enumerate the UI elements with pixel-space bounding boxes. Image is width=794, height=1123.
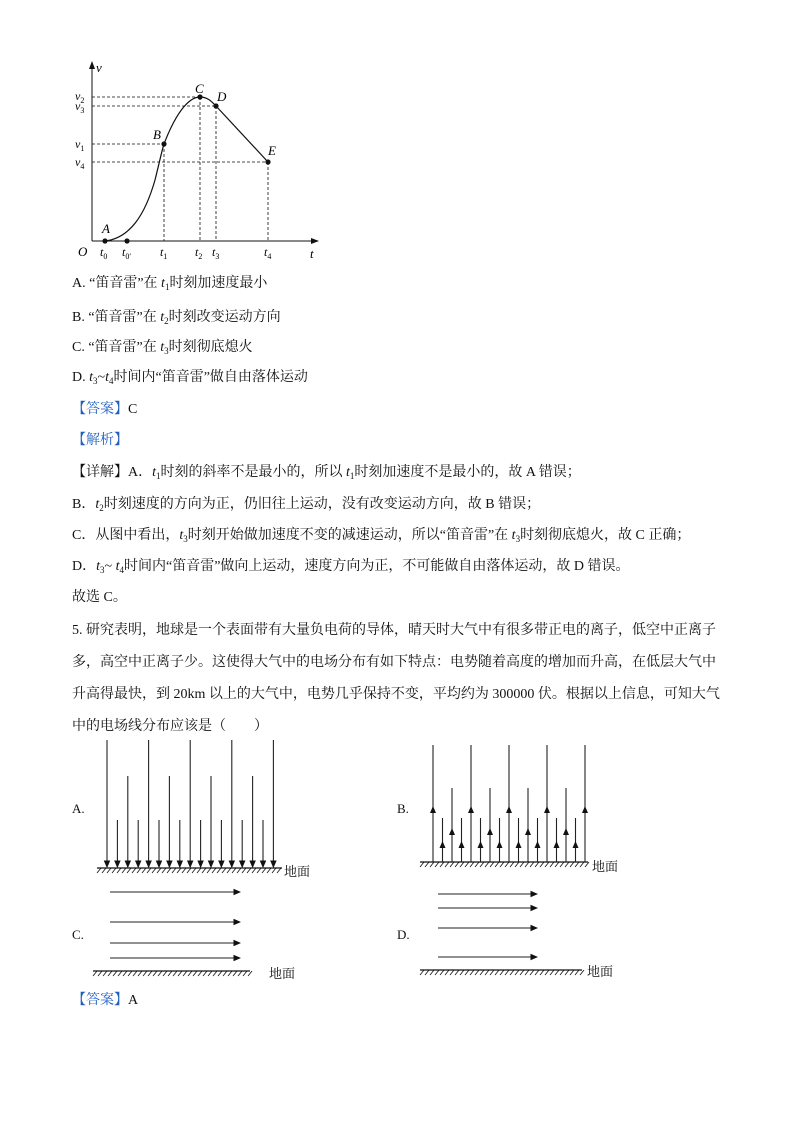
text-line [72, 686, 720, 704]
ground-hatch [540, 862, 544, 867]
variable: t [95, 497, 100, 512]
text: 时刻速度的方向为正，仍旧往上运动，没有改变运动方向，故 B 错误； [103, 497, 541, 512]
ground-hatch [515, 970, 519, 975]
ground-hatch [267, 868, 271, 873]
ground-hatch [207, 868, 211, 873]
axis-label: O [78, 244, 88, 259]
math-variable [116, 559, 124, 574]
ground-hatch [168, 971, 172, 976]
arrow-up-icon [525, 828, 531, 835]
ground-hatch [490, 970, 494, 975]
variable: t [89, 370, 94, 385]
variable: v [75, 155, 81, 169]
ground-hatch [203, 971, 207, 976]
text-line [72, 589, 127, 607]
arrow-up-icon [459, 841, 465, 848]
subscript: 4 [119, 565, 124, 575]
ground-hatch [575, 970, 579, 975]
text-line [72, 432, 128, 450]
variable: v [75, 99, 81, 113]
arrow-up-icon [487, 828, 493, 835]
text: 【详解】A． [72, 465, 153, 480]
ground-hatch [570, 970, 574, 975]
ground-hatch [500, 970, 504, 975]
variable: t [115, 559, 120, 574]
ground-hatch [540, 970, 544, 975]
subscript: 1 [349, 471, 355, 481]
arrow-up-icon [535, 841, 541, 848]
ground-hatch [93, 971, 97, 976]
ground-hatch [480, 970, 484, 975]
text: 多，高空中正离子少。这使得大气中的电场分布有如下特点：电势随着高度的增加而升高，在低层大气中 [72, 655, 716, 670]
v-tick-label [75, 155, 84, 171]
ground-hatch [162, 868, 166, 873]
text: 时刻彻底熄火，故 C 正确； [520, 528, 691, 543]
text: 中的电场线分布应该是（ ） [72, 719, 268, 734]
ground-label-a: 地面 [284, 864, 311, 879]
ground-hatch [177, 868, 181, 873]
ground-hatch [148, 971, 152, 976]
arrow-up-icon [478, 841, 484, 848]
ground-hatch [112, 868, 116, 873]
ground-hatch [228, 971, 232, 976]
ground-hatch [470, 970, 474, 975]
ground-hatch [123, 971, 127, 976]
text-line [72, 654, 716, 672]
subscript: 1 [80, 144, 85, 153]
ground-hatch [152, 868, 156, 873]
point-label: E [268, 143, 276, 158]
subscript: 4 [108, 376, 114, 386]
ground-hatch [138, 971, 142, 976]
math-variable [179, 528, 187, 543]
math-variable [160, 340, 168, 355]
arrow-up-icon [563, 828, 569, 835]
ground-hatch [530, 970, 534, 975]
ground-hatch [480, 862, 484, 867]
math-variable [96, 559, 104, 574]
ground-hatch [182, 868, 186, 873]
t-tick-label [212, 245, 219, 261]
variable: t [264, 245, 268, 259]
ground-hatch [435, 862, 439, 867]
ground-hatch [157, 868, 161, 873]
data-point [124, 238, 129, 243]
arrow-up-icon [516, 841, 522, 848]
t-tick-label [160, 245, 167, 261]
math-variable [95, 497, 103, 512]
ground-label-b: 地面 [592, 859, 619, 874]
t-tick-label [264, 245, 271, 261]
ground-hatch [430, 862, 434, 867]
ground-hatch [192, 868, 196, 873]
ground-hatch [570, 862, 574, 867]
ground-hatch [430, 970, 434, 975]
text: B. “笛音雷”在 [72, 310, 161, 325]
ground-hatch [97, 868, 101, 873]
ground-hatch [520, 862, 524, 867]
ground-hatch [560, 862, 564, 867]
text: D． [72, 559, 97, 574]
variable: t [96, 559, 101, 574]
ground-hatch [187, 868, 191, 873]
ground-label-d: 地面 [587, 964, 614, 979]
text: 故选 C。 [72, 590, 127, 605]
ground-hatch [495, 970, 499, 975]
text-line [72, 369, 308, 390]
subscript: 3 [93, 376, 98, 386]
ground-hatch [520, 970, 524, 975]
ground-hatch [158, 971, 162, 976]
text: C．从图中看出， [72, 528, 180, 543]
ground-hatch [500, 862, 504, 867]
variable: t [511, 528, 516, 543]
ground-hatch [132, 868, 136, 873]
ground-hatch [183, 971, 187, 976]
ground-hatch [227, 868, 231, 873]
variable: t [160, 340, 165, 355]
ground-hatch [455, 862, 459, 867]
variable: t [122, 245, 126, 259]
ground-hatch [465, 862, 469, 867]
ground-hatch [510, 970, 514, 975]
ground-hatch [555, 970, 559, 975]
text: 时刻加速度不是最小的，故 A 错误； [354, 465, 581, 480]
ground-hatch [585, 862, 589, 867]
text: 时间内“笛音雷”做向上运动，速度方向为正，不可能做自由落体运动，故 D 错误。 [123, 559, 630, 574]
ground-hatch [495, 862, 499, 867]
text: B． [72, 497, 96, 512]
subscript: 1 [163, 252, 168, 261]
ground-hatch [525, 970, 529, 975]
ground-hatch [445, 970, 449, 975]
ground-hatch [213, 971, 217, 976]
text-line [72, 527, 690, 548]
point-label: B [153, 127, 161, 142]
option-d-label: D. [397, 927, 410, 942]
subscript: 2 [164, 316, 169, 326]
subscript: 3 [215, 252, 220, 261]
ground-hatch [103, 971, 107, 976]
ground-hatch [127, 868, 131, 873]
ground-hatch [460, 970, 464, 975]
option-b-label: B. [397, 801, 409, 816]
t-tick-label [195, 245, 202, 261]
ground-hatch [575, 862, 579, 867]
point-label: D [217, 89, 227, 104]
ground-hatch [108, 971, 112, 976]
ground-hatch [218, 971, 222, 976]
ground-hatch [102, 868, 106, 873]
ground-hatch [133, 971, 137, 976]
axis-label: v [96, 60, 102, 75]
ground-hatch [202, 868, 206, 873]
subscript: 2 [80, 96, 85, 105]
ground-hatch [222, 868, 226, 873]
ground-hatch [490, 862, 494, 867]
ground-hatch [243, 971, 247, 976]
arrow-up-icon [544, 806, 550, 813]
ground-hatch [530, 862, 534, 867]
ground-hatch [545, 970, 549, 975]
math-variable [152, 465, 160, 480]
ground-hatch [450, 862, 454, 867]
ground-hatch [440, 970, 444, 975]
ground-hatch [425, 862, 429, 867]
point-label: A [102, 221, 110, 236]
ground-hatch [555, 862, 559, 867]
option-a-label: A. [72, 801, 85, 816]
ground-hatch [535, 970, 539, 975]
text-line [72, 339, 253, 360]
ground-hatch [580, 970, 584, 975]
variable: t [195, 245, 199, 259]
ground-hatch [440, 862, 444, 867]
text-line [72, 496, 540, 517]
arrow-up-icon [497, 841, 503, 848]
text: 时刻开始做加速度不变的减速运动，所以“笛音雷”在 [187, 528, 512, 543]
subscript: 1 [164, 282, 170, 292]
axis-label: t [310, 246, 314, 261]
variable: t [100, 245, 104, 259]
arrow-up-icon [506, 806, 512, 813]
ground-hatch [545, 862, 549, 867]
variable: v [75, 137, 81, 151]
ground-hatch [247, 868, 251, 873]
ground-hatch [580, 862, 584, 867]
ground-hatch [193, 971, 197, 976]
ground-hatch [238, 971, 242, 976]
subscript: 2 [99, 503, 104, 513]
text: A. “笛音雷”在 [72, 276, 162, 291]
ground-hatch [233, 971, 237, 976]
v-tick-label [75, 137, 84, 153]
ground-hatch [173, 971, 177, 976]
subscript: 1 [156, 471, 161, 481]
ground-hatch [425, 970, 429, 975]
arrow-up-icon [573, 841, 579, 848]
ground-hatch [147, 868, 151, 873]
ground-hatch [198, 971, 202, 976]
point-label: C [195, 81, 204, 96]
text-line [72, 401, 137, 419]
subscript: 0 [103, 252, 108, 261]
ground-hatch [485, 970, 489, 975]
ground-hatch [98, 971, 102, 976]
ground-hatch [475, 970, 479, 975]
data-point [102, 238, 107, 243]
ground-hatch [208, 971, 212, 976]
velocity-time-graph [0, 0, 794, 270]
variable: t [346, 465, 350, 480]
arrow-up-icon [430, 806, 436, 813]
ground-hatch [178, 971, 182, 976]
ground-hatch [475, 862, 479, 867]
ground-hatch [550, 862, 554, 867]
ground-hatch [560, 970, 564, 975]
text-line [72, 275, 267, 296]
arrow-up-icon [468, 806, 474, 813]
ground-hatch [485, 862, 489, 867]
text: C. “笛音雷”在 [72, 340, 161, 355]
t-tick-label [122, 245, 131, 261]
text-line [72, 309, 281, 330]
subscript: 0′ [125, 252, 132, 261]
t-tick-label [100, 245, 107, 261]
velocity-curve [105, 97, 268, 241]
subscript: 4 [80, 162, 85, 171]
ground-hatch [455, 970, 459, 975]
ground-hatch [153, 971, 157, 976]
ground-hatch [242, 868, 246, 873]
ground-hatch [122, 868, 126, 873]
subscript: 3 [183, 534, 188, 544]
ground-hatch [470, 862, 474, 867]
ground-hatch [252, 868, 256, 873]
ground-hatch [107, 868, 111, 873]
ground-hatch [212, 868, 216, 873]
section-tag: 【解析】 [72, 433, 128, 448]
ground-hatch [535, 862, 539, 867]
math-variable [512, 528, 520, 543]
variable: v [75, 89, 81, 103]
text-line [72, 464, 581, 485]
ground-hatch [143, 971, 147, 976]
ground-hatch [450, 970, 454, 975]
ground-hatch [277, 868, 281, 873]
subscript: 2 [198, 252, 203, 261]
text-line [72, 622, 716, 640]
ground-hatch [420, 970, 424, 975]
text-line [72, 558, 630, 579]
ground-hatch [163, 971, 167, 976]
text: 5. 研究表明，地球是一个表面带有大量负电荷的导体，晴天时大气中有很多带正电的离子，低空中正离子 [72, 623, 716, 638]
ground-hatch [232, 868, 236, 873]
arrow-up-icon [440, 841, 446, 848]
data-point [161, 141, 166, 146]
ground-hatch [510, 862, 514, 867]
variable: t [212, 245, 216, 259]
subscript: 3 [164, 346, 169, 356]
text: ~ [97, 370, 106, 385]
ground-hatch [197, 868, 201, 873]
ground-hatch [223, 971, 227, 976]
arrow-up-icon [449, 828, 455, 835]
ground-hatch [435, 970, 439, 975]
arrow-up-icon [582, 806, 588, 813]
text: C [128, 402, 138, 417]
variable: t [105, 370, 109, 385]
text: 时刻加速度最小 [169, 276, 268, 291]
math-variable [89, 370, 97, 385]
ground-hatch [167, 868, 171, 873]
text: 时刻改变运动方向 [168, 310, 281, 325]
variable: t [152, 465, 157, 480]
variable: t [179, 528, 184, 543]
ground-hatch [117, 868, 121, 873]
ground-hatch [525, 862, 529, 867]
ground-hatch [515, 862, 519, 867]
ground-hatch [142, 868, 146, 873]
field-line-options [0, 720, 794, 1020]
ground-hatch [248, 971, 252, 976]
data-point [213, 103, 218, 108]
ground-hatch [217, 868, 221, 873]
text: D. [72, 370, 90, 385]
data-point [265, 159, 270, 164]
ground-hatch [262, 868, 266, 873]
arrow-up-icon [554, 841, 560, 848]
ground-hatch [565, 862, 569, 867]
ground-hatch [118, 971, 122, 976]
variable: t [161, 276, 165, 291]
section-tag: 【答案】 [72, 993, 128, 1008]
section-tag: 【答案】 [72, 402, 128, 417]
subscript: 3 [100, 565, 105, 575]
subscript: 3 [80, 106, 85, 115]
ground-hatch [505, 970, 509, 975]
option-c-label: C. [72, 927, 84, 942]
variable: t [160, 310, 165, 325]
ground-hatch [257, 868, 261, 873]
ground-hatch [460, 862, 464, 867]
ground-hatch [272, 868, 276, 873]
ground-hatch [550, 970, 554, 975]
text: 升高得最快，到 20km 以上的大气中，电势几乎保持不变，平均约为 300000 伏。根据以上信息，可知大气 [72, 687, 720, 702]
ground-hatch [565, 970, 569, 975]
math-variable [160, 310, 168, 325]
ground-hatch [188, 971, 192, 976]
ground-hatch [465, 970, 469, 975]
ground-hatch [172, 868, 176, 873]
text: 时刻彻底熄火 [168, 340, 253, 355]
ground-hatch [137, 868, 141, 873]
variable: t [160, 245, 164, 259]
ground-hatch [128, 971, 132, 976]
ground-hatch [445, 862, 449, 867]
ground-hatch [113, 971, 117, 976]
text: A [128, 993, 139, 1008]
subscript: 4 [267, 252, 272, 261]
ground-label-c: 地面 [269, 966, 296, 981]
ground-hatch [420, 862, 424, 867]
text: ~ [104, 559, 116, 574]
text: 时刻的斜率不是最小的，所以 [160, 465, 347, 480]
ground-hatch [505, 862, 509, 867]
subscript: 3 [515, 534, 521, 544]
text: 时间内“笛音雷”做自由落体运动 [113, 370, 308, 385]
ground-hatch [237, 868, 241, 873]
